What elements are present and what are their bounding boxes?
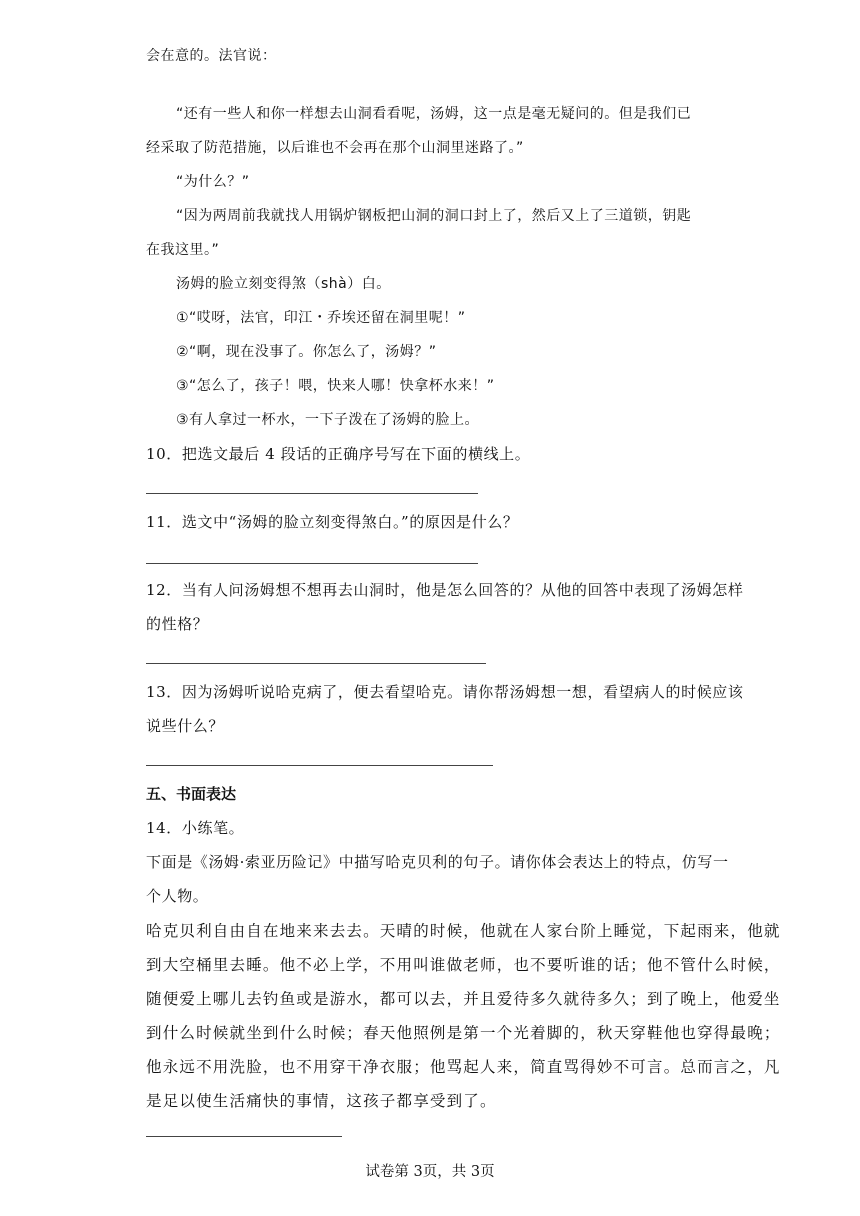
story-line: “还有一些人和你一样想去山洞看看呢，汤姆，这一点是毫无疑问的。但是我们已 (176, 106, 692, 122)
story-line: ③“怎么了，孩子！喂，快来人哪！快拿杯水来！” (176, 378, 495, 394)
question-10: 10．把选文最后 4 段话的正确序号写在下面的横线上。 (146, 445, 531, 463)
story-line: ①“哎呀，法官，印江・乔埃还留在洞里呢！” (176, 310, 466, 326)
question-13: 13．因为汤姆听说哈克病了，便去看望哈克。请你帮汤姆想一想，看望病人的时候应该 (146, 683, 744, 701)
story-line: 经采取了防范措施，以后谁也不会再在那个山洞里迷路了。” (146, 140, 524, 156)
story-line: “为什么？” (176, 174, 250, 190)
story-line: 在我这里。” (146, 242, 220, 258)
passage-line: 是足以使生活痛快的事情，这孩子都享受到了。 (146, 1092, 497, 1110)
story-line: ②“啊，现在没事了。你怎么了，汤姆？” (176, 344, 437, 360)
passage-line: 到什么时候就坐到什么时候；春天他照例是第一个光着脚的，秋天穿鞋他也穿得最晚； (146, 1024, 781, 1042)
page-footer: 试卷第 3页，共 3页 (365, 1164, 495, 1180)
answer-line-10[interactable] (146, 493, 478, 494)
answer-line-12[interactable] (146, 663, 486, 664)
writing-instruction-cont: 个人物。 (146, 887, 209, 905)
writing-instruction: 下面是《汤姆·索亚历险记》中描写哈克贝利的句子。请你体会表达上的特点，仿写一 (146, 853, 729, 871)
story-line: 汤姆的脸立刻变得煞（shà）白。 (176, 276, 391, 292)
answer-line-14[interactable] (146, 1136, 342, 1137)
question-13-cont: 说些什么？ (146, 717, 225, 735)
section-title: 五、书面表达 (146, 785, 237, 803)
story-line: “因为两周前我就找人用锅炉钢板把山洞的洞口封上了，然后又上了三道锁，钥匙 (176, 208, 692, 224)
story-line: ③有人拿过一杯水，一下子泼在了汤姆的脸上。 (176, 412, 480, 428)
answer-line-13[interactable] (146, 765, 493, 766)
story-line: 会在意的。法官说： (146, 48, 277, 64)
passage-line: 随便爱上哪儿去钓鱼或是游水，都可以去，并且爱待多久就待多久；到了晚上，他爱坐 (146, 990, 781, 1008)
passage-line: 哈克贝利自由自在地来来去去。天晴的时候，他就在人家台阶上睡觉，下起雨来，他就 (146, 922, 781, 940)
answer-line-11[interactable] (146, 563, 478, 564)
question-11: 11．选文中“汤姆的脸立刻变得煞白。”的原因是什么？ (146, 513, 519, 531)
question-14: 14．小练笔。 (146, 819, 245, 837)
question-12: 12．当有人问汤姆想不想再去山洞时，他是怎么回答的？从他的回答中表现了汤姆怎样 (146, 581, 744, 599)
passage-line: 到大空桶里去睡。他不必上学，不用叫谁做老师，也不要听谁的话；他不管什么时候， (146, 956, 781, 974)
passage-line: 他永远不用洗脸，也不用穿干净衣服；他骂起人来，简直骂得妙不可言。总而言之，凡 (146, 1058, 781, 1076)
question-12-cont: 的性格？ (146, 615, 209, 633)
